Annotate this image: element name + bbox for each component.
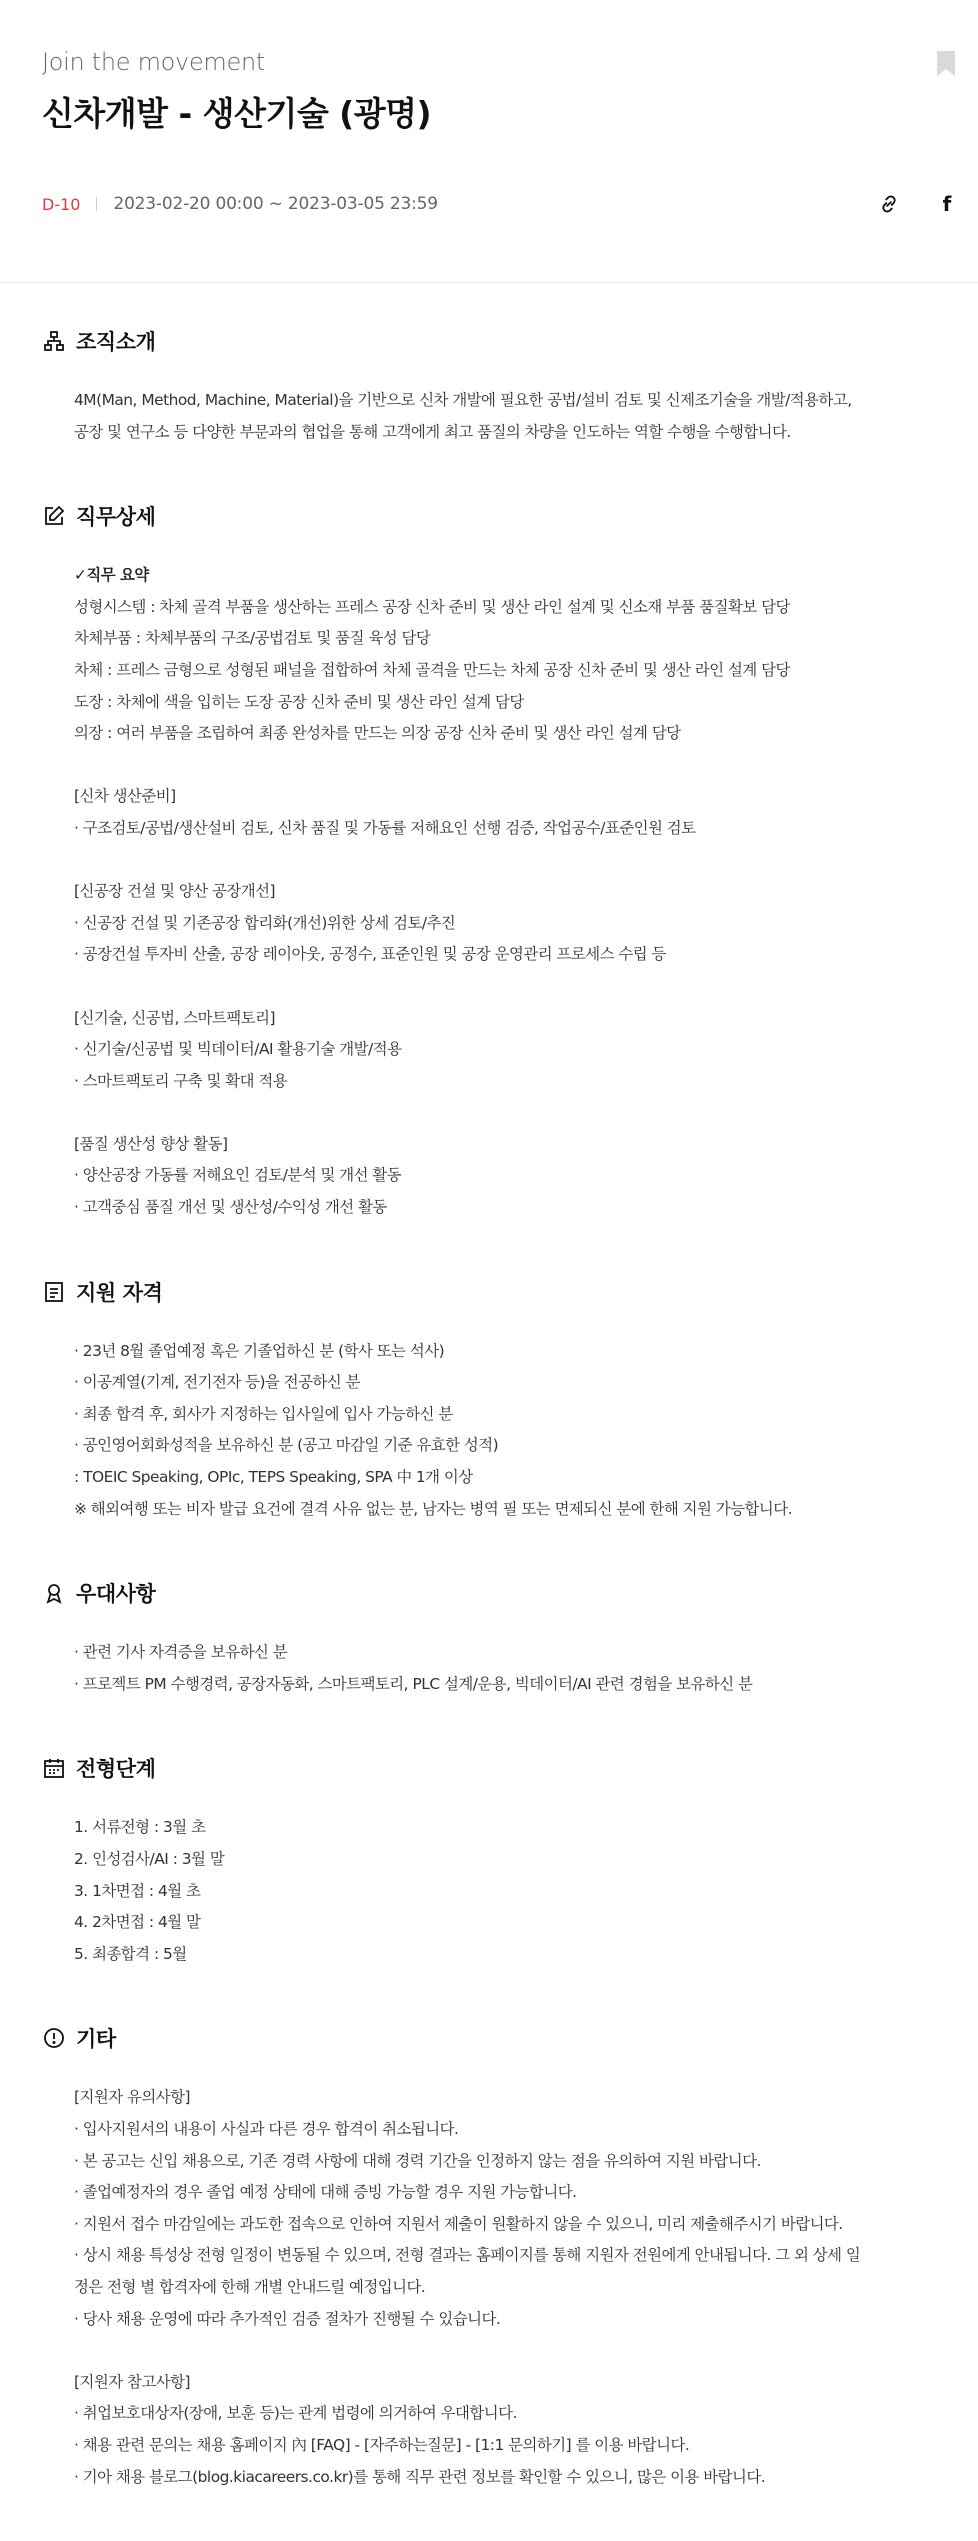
- section-org: [42, 325, 936, 448]
- award-icon: [42, 1581, 66, 1605]
- text-line: · 입사지원서의 내용이 사실과 다른 경우 합격이 취소됩니다.: [74, 2119, 459, 2138]
- group-title: [지원자 참고사항]: [74, 2372, 190, 2391]
- job-title: 신차개발 - 생산기술 (광명): [42, 94, 432, 133]
- section-header: [42, 1276, 936, 1308]
- text-line: · 23년 8월 졸업예정 혹은 기졸업하신 분 (학사 또는 석사): [74, 1341, 445, 1360]
- section-title: 직무상세: [76, 505, 156, 530]
- text-line: 3. 1차면접 : 4월 초: [74, 1881, 201, 1900]
- text-line: 도장 : 차체에 색을 입히는 도장 공장 신차 준비 및 생산 라인 설계 담당: [74, 692, 524, 711]
- section-header: [42, 500, 936, 532]
- text-line: · 당사 채용 운영에 따라 추가적인 검증 절차가 진행될 수 있습니다.: [74, 2309, 501, 2328]
- text-line: 공장 및 연구소 등 다양한 부문과의 협업을 통해 고객에게 최고 품질의 차량을 인도하는 역할 수행을 수행합니다.: [74, 422, 791, 441]
- meta-separator: [96, 197, 97, 211]
- job-header: [0, 0, 978, 282]
- section-header: [42, 1752, 936, 1784]
- section-title: 조직소개: [76, 330, 156, 354]
- section-body: [42, 1336, 936, 1526]
- section-header: [42, 1577, 936, 1609]
- text-line: : TOEIC Speaking, OPIc, TEPS Speaking, SPA 中 1개 이상: [74, 1468, 473, 1487]
- section-body: [42, 1812, 936, 1970]
- section-title: 전형단계: [76, 1757, 156, 1782]
- section-title: 기타: [76, 2027, 116, 2052]
- text-line: 차체 : 프레스 금형으로 성형된 패널을 접합하여 차체 골격을 만드는 차체 공장 신차 준비 및 생산 라인 설계 담당: [74, 660, 790, 679]
- summary-title: ✓직무 요약: [74, 566, 149, 585]
- section-title: 지원 자격: [76, 1280, 163, 1305]
- section-duty: [42, 500, 936, 1223]
- text-line: · 관련 기사 자격증을 보유하신 분: [74, 1643, 288, 1662]
- text-line: · 프로젝트 PM 수행경력, 공장자동화, 스마트팩토리, PLC 설계/운용, 빅데이터/AI 관련 경험을 보유하신 분: [74, 1674, 753, 1693]
- text-line: · 구조검토/공법/생산설비 검토, 신차 품질 및 가동률 저해요인 선행 검증, 작업공수/표준인원 검토: [74, 818, 696, 837]
- section-process: [42, 1752, 936, 1970]
- text-line: 2. 인성검사/AI : 3월 말: [74, 1850, 225, 1868]
- text-line: · 양산공장 가동률 저해요인 검토/분석 및 개선 활동: [74, 1166, 402, 1185]
- spacer: [74, 2335, 936, 2367]
- text-line: · 공장건설 투자비 산출, 공장 레이아웃, 공정수, 표준인원 및 공장 운영관리 프로세스 수립 등: [74, 945, 666, 964]
- share-group: [878, 193, 958, 215]
- section-body: [42, 2082, 936, 2493]
- dday-badge: D-10: [42, 194, 81, 214]
- text-line: · 공인영어회화성적을 보유하신 분 (공고 마감일 기준 유효한 성적): [74, 1436, 499, 1455]
- section-title: 우대사항: [76, 1582, 156, 1607]
- text-line: 차체부품 : 차체부품의 구조/공법검토 및 품질 육성 담당: [74, 629, 431, 648]
- text-line: 성형시스템 : 차체 골격 부품을 생산하는 프레스 공장 신차 준비 및 생산 라인 설계 및 신소재 부품 품질확보 담당: [74, 597, 790, 616]
- text-line: · 최종 합격 후, 회사가 지정하는 입사일에 입사 가능하신 분: [74, 1404, 453, 1423]
- group-title: [신기술, 신공법, 스마트팩토리]: [74, 1008, 275, 1027]
- text-line: · 기아 채용 블로그(blog.kiacareers.co.kr)를 통해 직무 관련 정보를 확인할 수 있으니, 많은 이용 바랍니다.: [74, 2467, 766, 2486]
- application-period: 2023-02-20 00:00 ~ 2023-03-05 23:59: [113, 194, 438, 214]
- text-line: ※ 해외여행 또는 비자 발급 요건에 결격 사유 없는 분, 남자는 병역 필 또는 면제되신 분에 한해 지원 가능합니다.: [74, 1499, 793, 1518]
- text-line: · 채용 관련 문의는 채용 홈페이지 內 [FAQ] - [자주하는질문] - [1:1 문의하기] 를 이용 바랍니다.: [74, 2435, 690, 2454]
- text-line: · 상시 채용 특성상 전형 일정이 변동될 수 있으며, 전형 결과는 홈페이지를 통해 지원자 전원에게 안내됩니다. 그 외 상세 일: [74, 2246, 861, 2265]
- text-line: · 지원서 접수 마감일에는 과도한 접속으로 인하여 지원서 제출이 원활하지 않을 수 있으니, 미리 제출해주시기 바랍니다.: [74, 2214, 843, 2233]
- section-body: [42, 1637, 936, 1700]
- text-line: 정은 전형 별 합격자에 한해 개별 안내드릴 예정입니다.: [74, 2277, 426, 2296]
- spacer: [74, 750, 936, 782]
- text-line: · 본 공고는 신입 채용으로, 기존 경력 사항에 대해 경력 기간을 인정하지 않는 점을 유의하여 지원 바랍니다.: [74, 2151, 761, 2170]
- section-body: [42, 385, 936, 448]
- facebook-icon[interactable]: f: [942, 192, 952, 216]
- text-line: · 고객중심 품질 개선 및 생산성/수익성 개선 활동: [74, 1198, 387, 1217]
- alert-circle-icon: [42, 2026, 66, 2050]
- edit-icon: [42, 504, 66, 528]
- job-content: [0, 283, 978, 2493]
- section-preferred: [42, 1577, 936, 1700]
- group-title: [신공장 건설 및 양산 공장개선]: [74, 882, 275, 901]
- org-chart-icon: [42, 329, 66, 353]
- text-line: · 취업보호대상자(장애, 보훈 등)는 관계 법령에 의거하여 우대합니다.: [74, 2404, 517, 2423]
- group-title: [지원자 유의사항]: [74, 2088, 190, 2107]
- text-line: · 스마트팩토리 구축 및 확대 적용: [74, 1071, 288, 1090]
- group-title: [품질 생산성 향상 활동]: [74, 1134, 228, 1153]
- text-line: · 졸업예정자의 경우 졸업 예정 상태에 대해 증빙 가능할 경우 지원 가능합니다.: [74, 2183, 577, 2202]
- section-qualification: [42, 1276, 936, 1526]
- document-icon: [42, 1280, 66, 1304]
- section-header: [42, 325, 936, 357]
- meta-row: [42, 193, 958, 215]
- link-icon[interactable]: [878, 193, 900, 215]
- spacer: [74, 971, 936, 1003]
- spacer: [74, 845, 936, 877]
- spacer: [74, 1097, 936, 1129]
- kicker-text: Join the movement: [42, 48, 265, 76]
- bookmark-icon[interactable]: [934, 50, 958, 78]
- text-line: 5. 최종합격 : 5월: [74, 1944, 187, 1963]
- group-title: [신차 생산준비]: [74, 787, 176, 806]
- text-line: · 이공계열(기계, 전기전자 등)을 전공하신 분: [74, 1373, 360, 1392]
- text-line: 의장 : 여러 부품을 조립하여 최종 완성차를 만드는 의장 공장 신차 준비 및 생산 라인 설계 담당: [74, 724, 681, 743]
- section-etc: [42, 2022, 936, 2493]
- section-body: [42, 560, 936, 1223]
- text-line: 4M(Man, Method, Machine, Material)을 기반으로 신차 개발에 필요한 공법/설비 검토 및 신제조기술을 개발/적용하고,: [74, 391, 852, 409]
- text-line: 1. 서류전형 : 3월 초: [74, 1818, 206, 1837]
- text-line: · 신기술/신공법 및 빅데이터/AI 활용기술 개발/적용: [74, 1040, 402, 1059]
- calendar-icon: [42, 1756, 66, 1780]
- section-header: [42, 2022, 936, 2054]
- text-line: · 신공장 건설 및 기존공장 합리화(개선)위한 상세 검토/추진: [74, 913, 456, 932]
- text-line: 4. 2차면접 : 4월 말: [74, 1913, 201, 1932]
